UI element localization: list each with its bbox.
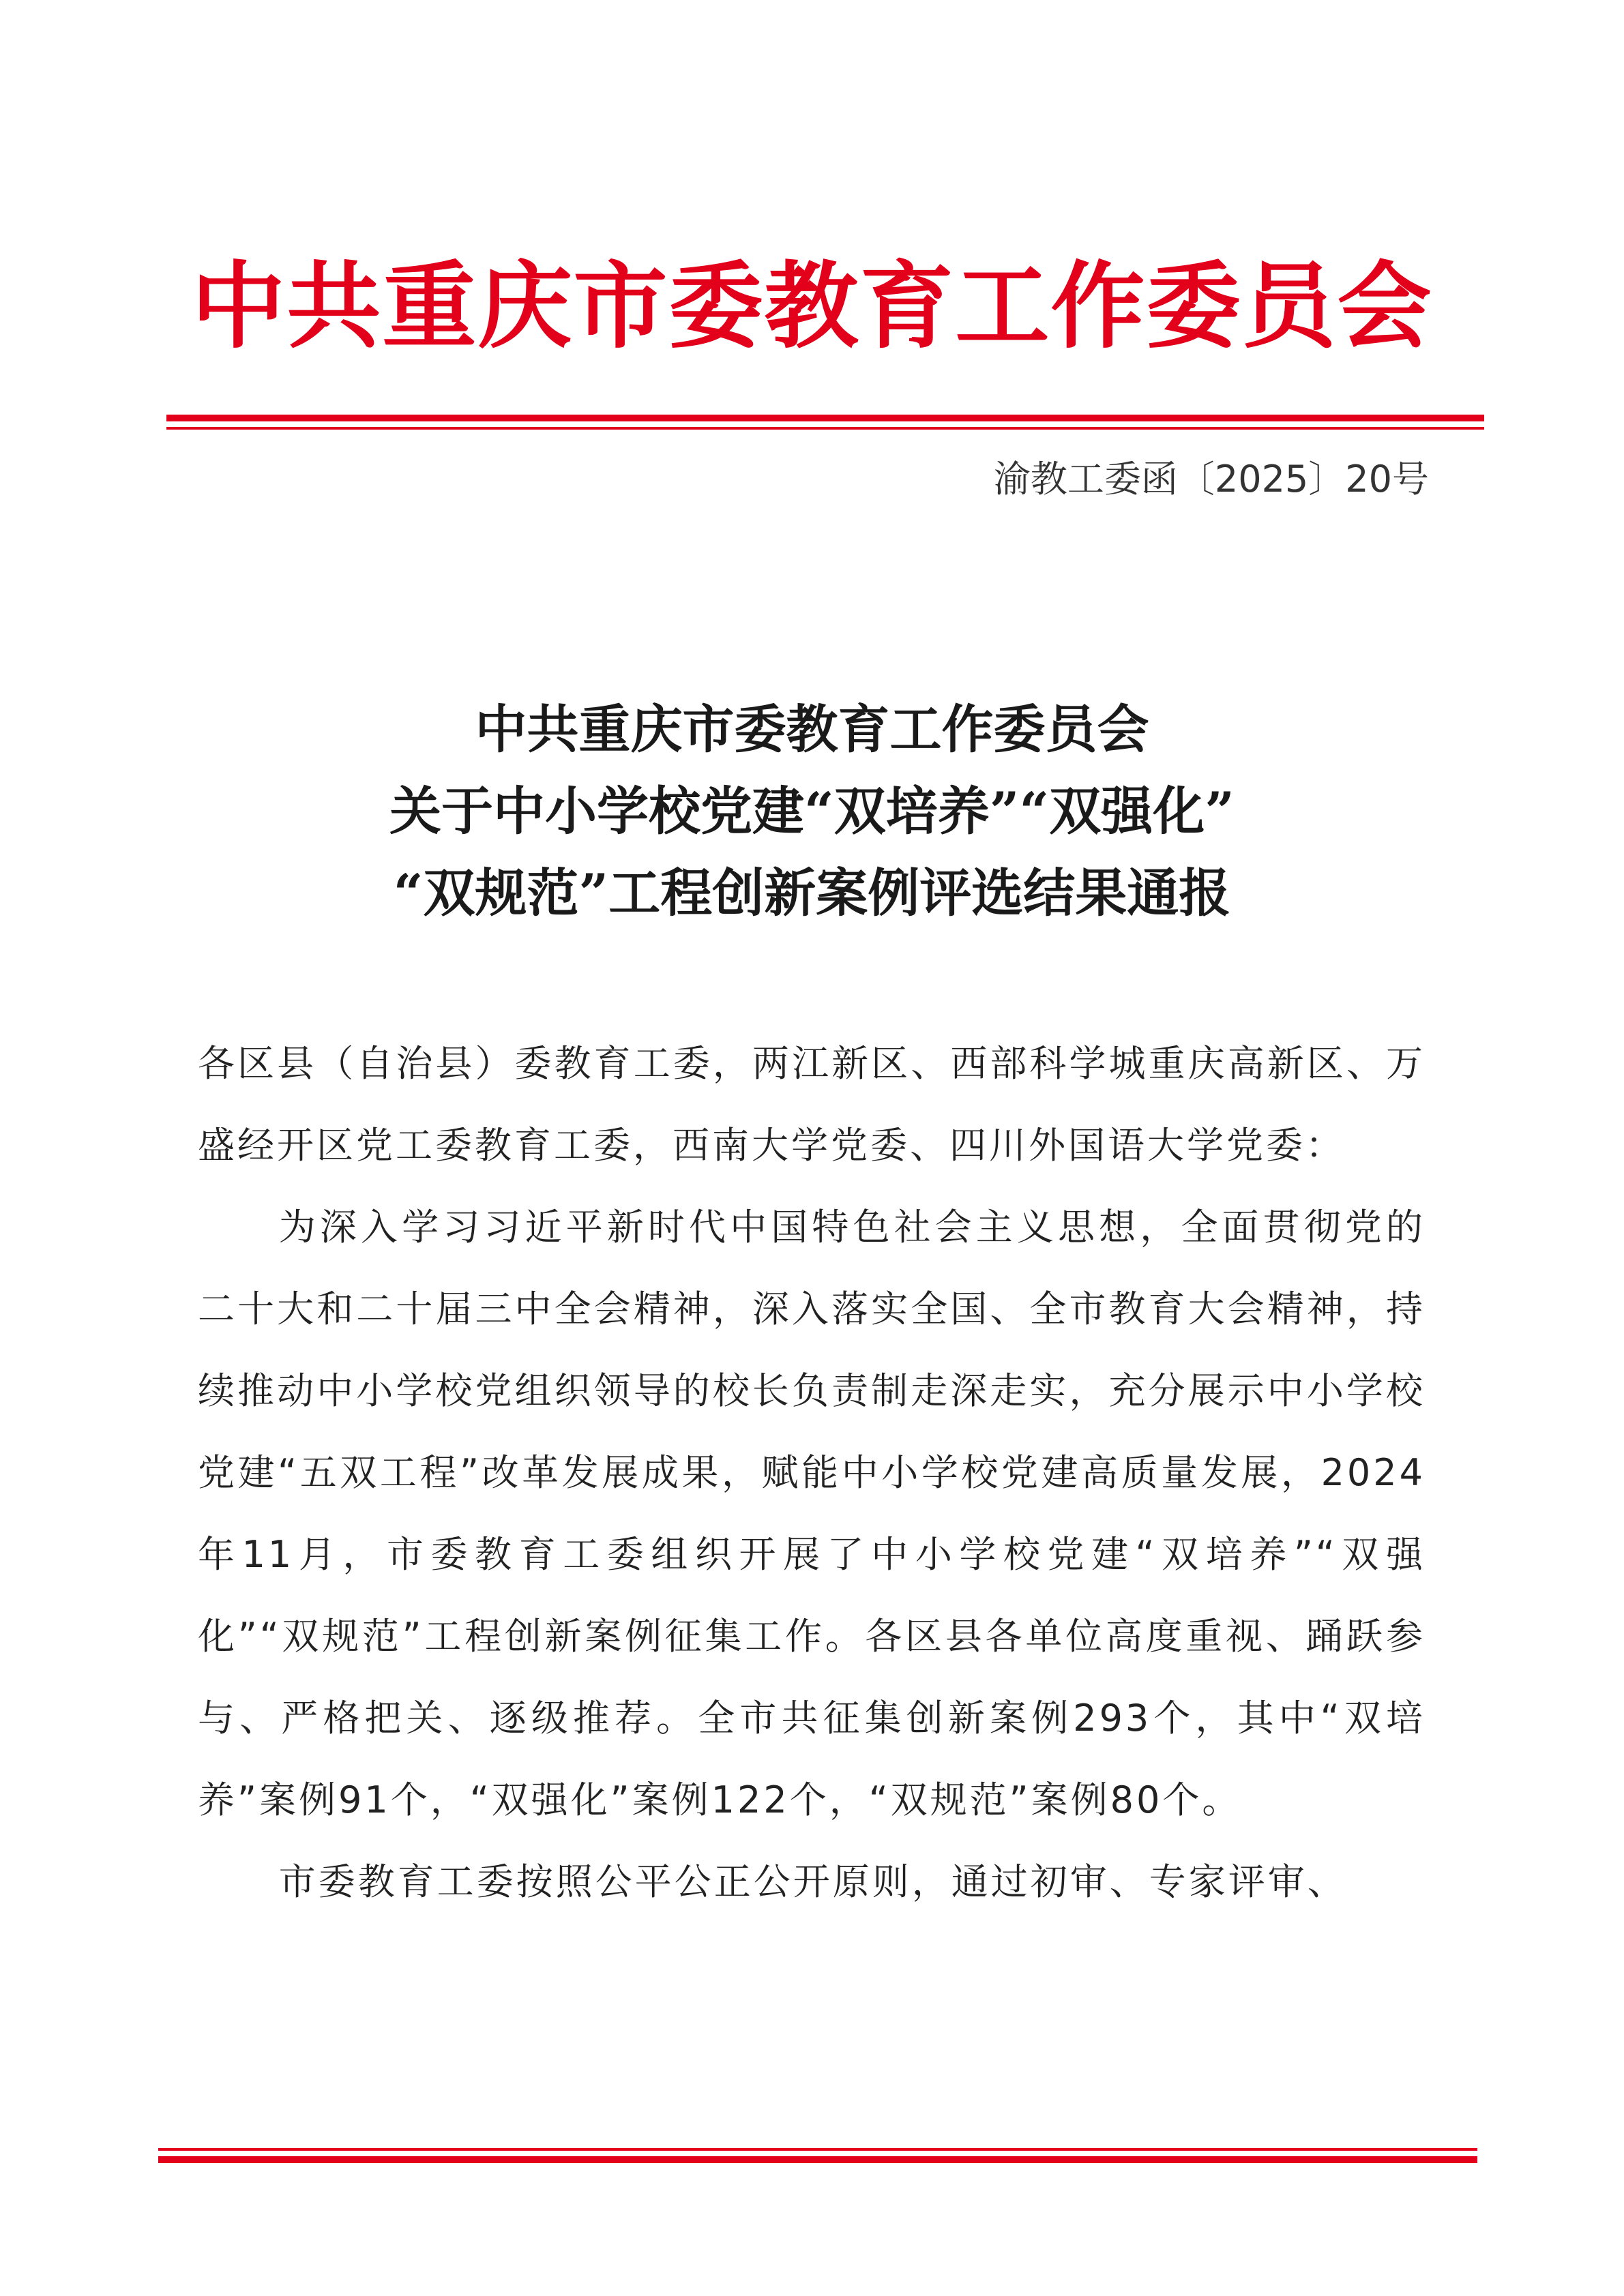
body-paragraph-1: 为深入学习习近平新时代中国特色社会主义思想，全面贯彻党的二十大和二十届三中全会精神，深入落实全国、全市教育大会精神，持续推动中小学校党组织领导的校长负责制走深走实，充分展示中小学校党建“五双工程”改革发展成果，赋能中小学校党建高质量发展，2024年11月，市委教育工委组织开展了中小学校党建“双培养”“双强化”“双规范”工程创新案例征集工作。各区县各单位高度重视、踊跃参与、严格把关、逐级推荐。全市共征集创新案例293个，其中“双培养”案例91个，“双强化”案例122个，“双规范”案例80个。 — [198, 1206, 1426, 1821]
header-red-rule-thick — [166, 415, 1484, 421]
title-line-3: “双规范”工程创新案例评选结果通报 — [393, 863, 1231, 923]
footer-red-rule-thin — [158, 2148, 1477, 2151]
footer-red-rule-thick — [158, 2156, 1477, 2163]
issuing-organization-header: 中共重庆市委教育工作委员会 — [191, 250, 1433, 361]
body-paragraph-2: 市委教育工委按照公平公正公开原则，通过初审、专家评审、 — [278, 1860, 1347, 1903]
title-line-2: 关于中小学校党建“双培养”“双强化” — [389, 781, 1235, 841]
header-red-rule-thin — [166, 427, 1484, 430]
document-body — [198, 1023, 1426, 1923]
title-line-1: 中共重庆市委教育工作委员会 — [475, 699, 1149, 760]
salutation: 各区县（自治县）委教育工委，两江新区、西部科学城重庆高新区、万盛经开区党工委教育工委，西南大学党委、四川外国语大学党委： — [198, 1042, 1426, 1167]
document-title — [0, 689, 1624, 934]
document-number: 渝教工委函〔2025〕20号 — [993, 458, 1429, 501]
